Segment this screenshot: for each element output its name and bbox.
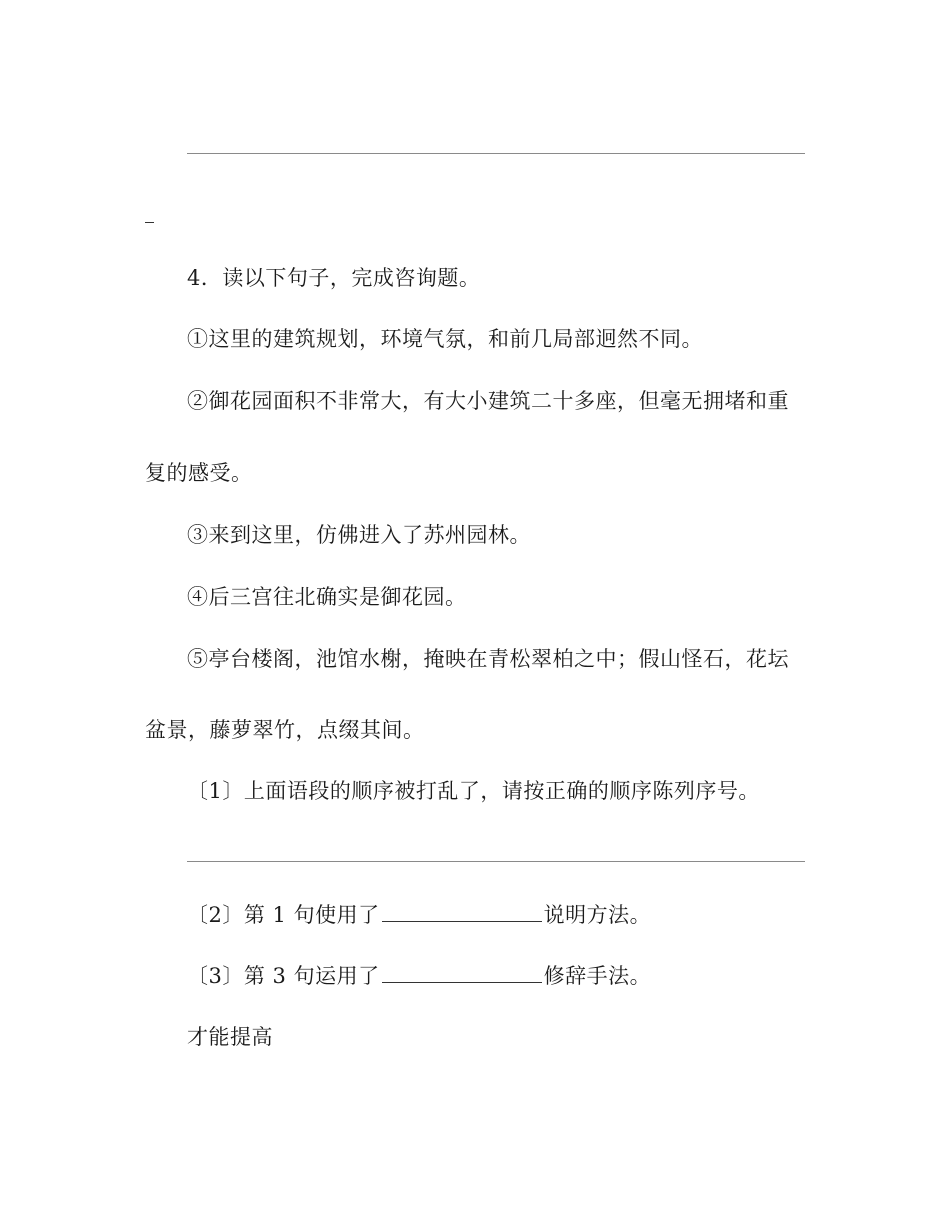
- question-header: 4．读以下句子，完成咨询题。: [187, 266, 481, 290]
- sentence-5: ⑤亭台楼阁，池馆水榭，掩映在青松翠柏之中；假山怪石，花坛: [187, 647, 789, 671]
- section-title: 才能提高: [187, 1025, 273, 1049]
- sub-question-3-prefix: 〔3〕第 3 句运用了: [187, 964, 380, 988]
- sub-question-1: 〔1〕上面语段的顺序被打乱了，请按正确的顺序陈列序号。: [187, 779, 760, 803]
- sub-question-3: [187, 962, 651, 990]
- answer-blank-2[interactable]: [382, 901, 542, 922]
- sub-question-2: [187, 901, 651, 929]
- sentence-2-continued: 复的感受。: [145, 461, 253, 485]
- sentence-1: ①这里的建筑规划，环境气氛，和前几局部迥然不同。: [187, 327, 703, 351]
- sub-question-2-suffix: 说明方法。: [543, 903, 652, 927]
- answer-blank-3[interactable]: [382, 962, 542, 983]
- stray-dash: [145, 222, 154, 223]
- sub-question-3-suffix: 修辞手法。: [543, 964, 652, 988]
- answer-line-top: [187, 153, 805, 154]
- sub-question-2-prefix: 〔2〕第 1 句使用了: [187, 903, 380, 927]
- sentence-5-continued: 盆景，藤萝翠竹，点缀其间。: [145, 718, 425, 742]
- sentence-3: ③来到这里，仿佛进入了苏州园林。: [187, 523, 531, 547]
- answer-line-1[interactable]: [187, 861, 805, 862]
- sentence-4: ④后三宫往北确实是御花园。: [187, 585, 467, 609]
- sentence-2: ②御花园面积不非常大，有大小建筑二十多座，但毫无拥堵和重: [187, 389, 789, 413]
